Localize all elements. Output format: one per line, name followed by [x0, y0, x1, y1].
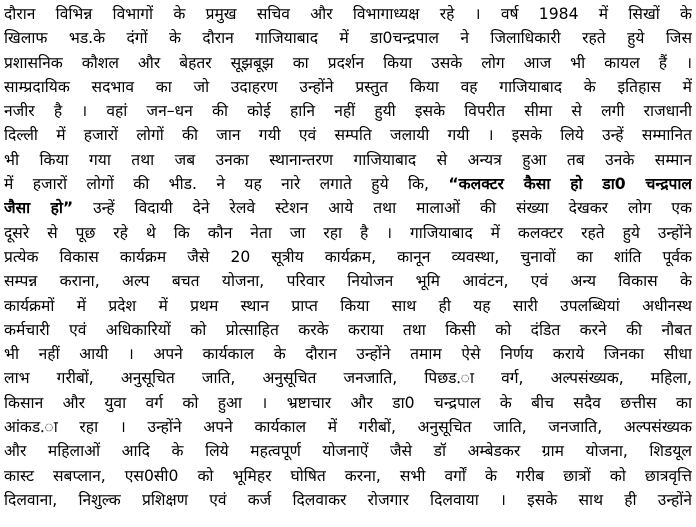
text-line: कर्मचारी एवं अधिकारियों को प्रोत्साहित करके कराया तथा किसी को दंडित करने की नौबत: [4, 320, 692, 339]
text-line: दूसरे से पूछ रहे थे कि कौन नेता जा रहा है । गाजियाबाद में कलक्टर रहते हुये उन्होंने: [4, 223, 692, 242]
text-segment: उन्हें विदायी देने रेलवे स्टेशन आये तथा मालाओं की संख्या देखकर लोग एक: [93, 199, 692, 218]
slogan-bold: “कलक्टर कैसा हो डा0 चन्द्रपाल: [448, 175, 692, 194]
text-line: प्रत्येक विकास कार्यक्रम जैसे 20 सूत्रीय कार्यक्रम, कानून व्यवस्था, चुनावों का शांति पूर्वक: [4, 247, 692, 266]
text-line: लाभ गरीबों, अनुसूचित जाति, अनुसूचित जनजाति, पिछड.ा वर्ग, अल्पसंख्यक, महिला,: [4, 369, 692, 388]
text-line: साम्प्रदायिक सदभाव का जो उदाहरण उन्होंने प्रस्तुत किया वह गाजियाबाद के इतिहास में: [4, 77, 692, 96]
text-line: आंकड.ा रहा । उन्होंने अपने कार्यकाल में गरीबों, अनुसूचित जाति, जनजाति, अल्पसंख्यक: [4, 418, 692, 437]
text-segment: में हजारों लोगों की भीड. ने यह नारे लगाते हुये कि,: [4, 175, 429, 194]
text-line: दिल्ली में हजारों लोगों की जान गयी एवं सम्पति जलायी गयी । इसके लिये उन्हें सम्मानित: [4, 126, 692, 145]
text-line: किसान और युवा वर्ग को हुआ । भ्रष्टाचार और डा0 चन्द्रपाल के बीच सदैव छत्तीस का: [4, 393, 692, 412]
text-line: दौरान विभिन्न विभागों के प्रमुख सचिव और विभागाध्यक्ष रहे । वर्ष 1984 में सिखों के: [4, 5, 692, 23]
text-line-with-slogan: [4, 196, 692, 220]
text-line: नजीर है । वहां जन–धन की कोई हानि नहीं हुयी इसके विपरीत सीमा से लगी राजधानी: [4, 102, 692, 121]
slogan-bold: जैसा हो”: [4, 199, 74, 218]
text-line: प्रशासनिक कौशल और बेहतर सूझबूझ का प्रदर्शन किया उसके लोग आज भी कायल हैं ।: [4, 53, 692, 72]
text-line: कास्ट सबप्लान, एस0सी0 को भूमिहर घोषित करना, सभी वर्गों के गरीब छात्रों को छात्रवृत्ति: [4, 466, 692, 485]
text-line: कार्यक्रमों में प्रदेश में प्रथम स्थान प्राप्त किया साथ ही यह सारी उपलब्धियां अधीनस्थ: [4, 296, 692, 315]
text-line: दिलवाना, निशुल्क प्रशिक्षण एवं कर्ज दिलवाकर रोजगार दिलवाया । इसके साथ ही उन्होंने: [4, 490, 692, 509]
text-line: सम्पन्न कराना, अल्प बचत योजना, परिवार नियोजन भूमि आवंटन, एवं अन्य विकास के: [4, 272, 692, 291]
text-line-with-slogan: [4, 172, 692, 196]
text-line: और महिलाओं आदि के लिये महत्वपूर्ण योजनाऐं जैसे डॉ अम्बेडकर ग्राम योजना, शिडयूल: [4, 442, 692, 461]
text-line: भी नहीं आयी । अपने कार्यकाल के दौरान उन्होंने तमाम ऐसे निर्णय कराये जिनका सीधा: [4, 345, 692, 364]
text-line: खिलाफ भड.के दंगों के दौरान गाजियाबाद में डा0चन्द्रपाल ने जिलाधिकारी रहते हुये जिस: [4, 29, 692, 48]
text-line: भी किया गया तथा जब उनका स्थानान्तरण गाजियाबाद से अन्यत्र हुआ तब उनके सम्मान: [4, 150, 692, 169]
